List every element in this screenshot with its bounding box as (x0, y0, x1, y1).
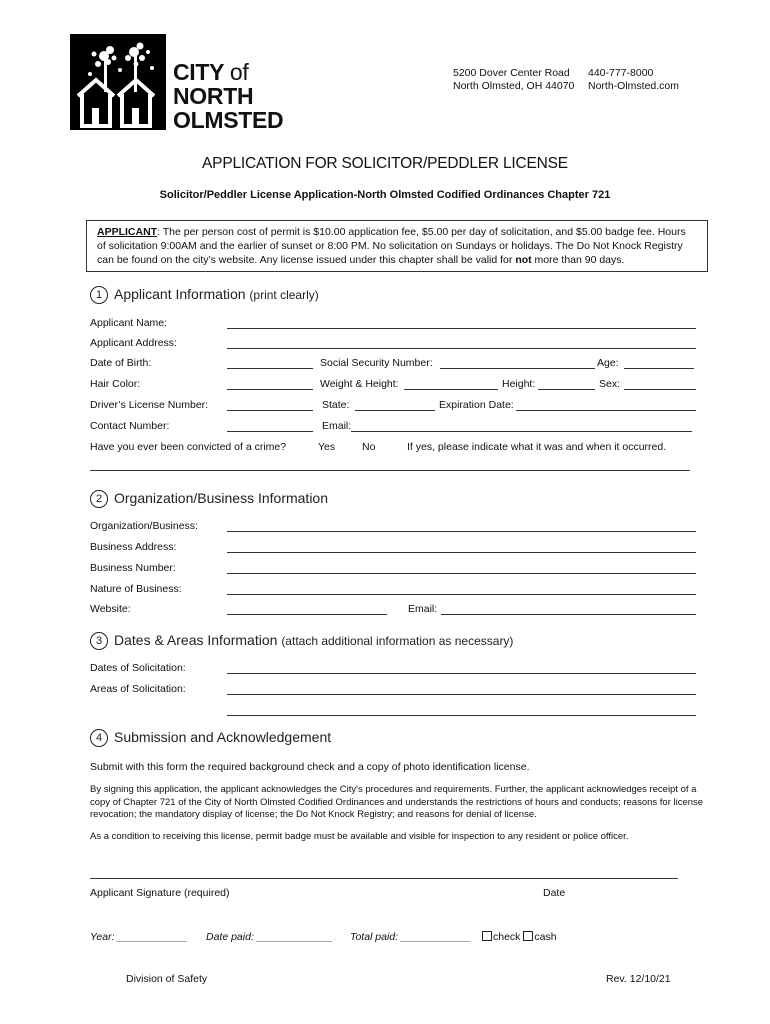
office-date-paid: Date paid: _____________ (206, 931, 333, 943)
email-field[interactable] (351, 431, 692, 432)
business-number-field[interactable] (227, 573, 696, 574)
label-crime-question: Have you ever been convicted of a crime? (90, 441, 287, 453)
section-applicant-info-heading: 1 Applicant Information (print clearly) (90, 286, 319, 304)
houses-trees-icon (70, 34, 166, 130)
office-year: Year: ____________ (90, 931, 188, 943)
label-drivers-license: Driver’s License Number: (90, 399, 209, 411)
state-field[interactable] (355, 410, 435, 411)
areas-of-solicitation-field[interactable] (227, 694, 696, 695)
applicant-notice-box: APPLICANT: The per person cost of permit is $10.00 application fee, $5.00 per day of solicitation, and $5.00 badge fee. Hours of solicitation 9:00AM and the earlier of sunset or 8:00 PM. No solicitation on Sundays or holidays. The Do Not Knock Registry can be found on the city’s website. Any license issued under this chapter shall be valid for not more than 90 days. (86, 220, 708, 272)
date-of-birth-field[interactable] (227, 368, 313, 369)
city-contact: 440-777-8000 North-Olmsted.com (588, 67, 680, 92)
crime-explanation-field[interactable] (90, 470, 690, 471)
areas-of-solicitation-field-2[interactable] (227, 715, 696, 716)
check-label: check (493, 931, 521, 943)
label-dates-of-solicitation: Dates of Solicitation: (90, 662, 186, 674)
label-organization: Organization/Business: (90, 520, 198, 532)
ssn-field[interactable] (440, 368, 595, 369)
crime-yes-option[interactable]: Yes (318, 441, 336, 453)
website-field[interactable] (227, 614, 387, 615)
label-business-email: Email: (408, 603, 438, 615)
cash-label: cash (534, 931, 557, 943)
business-address-field[interactable] (227, 552, 696, 553)
organization-field[interactable] (227, 531, 696, 532)
payment-method (482, 931, 557, 943)
check-checkbox[interactable] (482, 931, 492, 941)
cash-checkbox[interactable] (523, 931, 533, 941)
office-total-paid: Total paid: ____________ (350, 931, 472, 943)
sex-field[interactable] (624, 389, 696, 390)
crime-no-option[interactable]: No (362, 441, 376, 453)
city-logo-text: CITY of NORTH OLMSTED (173, 59, 284, 133)
crime-explanation-note: If yes, please indicate what it was and when it occurred. (407, 441, 667, 453)
section-dates-areas-heading: 3 Dates & Areas Information (attach additional information as necessary) (90, 632, 513, 650)
footer-division: Division of Safety (126, 973, 208, 985)
weight-field[interactable] (404, 389, 498, 390)
nature-of-business-field[interactable] (227, 594, 696, 595)
form-subtitle: Solicitor/Peddler License Application-North Olmsted Codified Ordinances Chapter 721 (159, 189, 611, 201)
label-weight-height: Weight & Height: (320, 378, 399, 390)
acknowledgement-paragraph: By signing this application, the applicant acknowledges the City's procedures and requirements. Further, the applicant acknowledges receipt of a copy of Chapter 721 of the City of North Olmsted Codified Ordinances and understands the restrictions of hours and conducts; reasons for license revocation; the mandatory display of license; the Do Not Knock Registry; and reasons for denial of license. (90, 784, 704, 820)
label-website: Website: (90, 603, 131, 615)
label-applicant-address: Applicant Address: (90, 337, 177, 349)
label-business-address: Business Address: (90, 541, 177, 553)
label-email: Email: (322, 420, 352, 432)
label-signature-date: Date (543, 887, 566, 899)
label-applicant-name: Applicant Name: (90, 317, 168, 329)
label-applicant-signature: Applicant Signature (required) (90, 887, 230, 899)
dates-of-solicitation-field[interactable] (227, 673, 696, 674)
applicant-name-field[interactable] (227, 328, 696, 329)
applicant-address-field[interactable] (227, 348, 696, 349)
label-age: Age: (597, 357, 619, 369)
footer-revision: Rev. 12/10/21 (606, 973, 671, 985)
label-date-of-birth: Date of Birth: (90, 357, 152, 369)
contact-number-field[interactable] (227, 431, 313, 432)
label-areas-of-solicitation: Areas of Solicitation: (90, 683, 186, 695)
label-expiration-date: Expiration Date: (439, 399, 514, 411)
label-state: State: (322, 399, 350, 411)
signature-line[interactable] (90, 878, 678, 879)
label-sex: Sex: (599, 378, 621, 390)
business-email-field[interactable] (441, 614, 696, 615)
label-height: Height: (502, 378, 536, 390)
age-field[interactable] (624, 368, 694, 369)
height-field[interactable] (538, 389, 595, 390)
label-business-number: Business Number: (90, 562, 176, 574)
city-address: 5200 Dover Center Road North Olmsted, OH 44070 (453, 67, 575, 92)
hair-color-field[interactable] (227, 389, 313, 390)
label-ssn: Social Security Number: (320, 357, 433, 369)
label-nature-of-business: Nature of Business: (90, 583, 182, 595)
condition-paragraph: As a condition to receiving this license, permit badge must be available and visible for inspection to any resident or police officer. (90, 831, 629, 842)
form-title: APPLICATION FOR SOLICITOR/PEDDLER LICENSE (202, 155, 568, 172)
expiration-date-field[interactable] (516, 410, 696, 411)
drivers-license-field[interactable] (227, 410, 313, 411)
section-submission-heading: 4 Submission and Acknowledgement (90, 729, 331, 747)
city-logo-emblem (70, 34, 166, 130)
section-business-info-heading: 2 Organization/Business Information (90, 490, 328, 508)
submission-instructions: Submit with this form the required background check and a copy of photo identification license. (90, 761, 530, 773)
label-contact-number: Contact Number: (90, 420, 170, 432)
label-hair-color: Hair Color: (90, 378, 141, 390)
